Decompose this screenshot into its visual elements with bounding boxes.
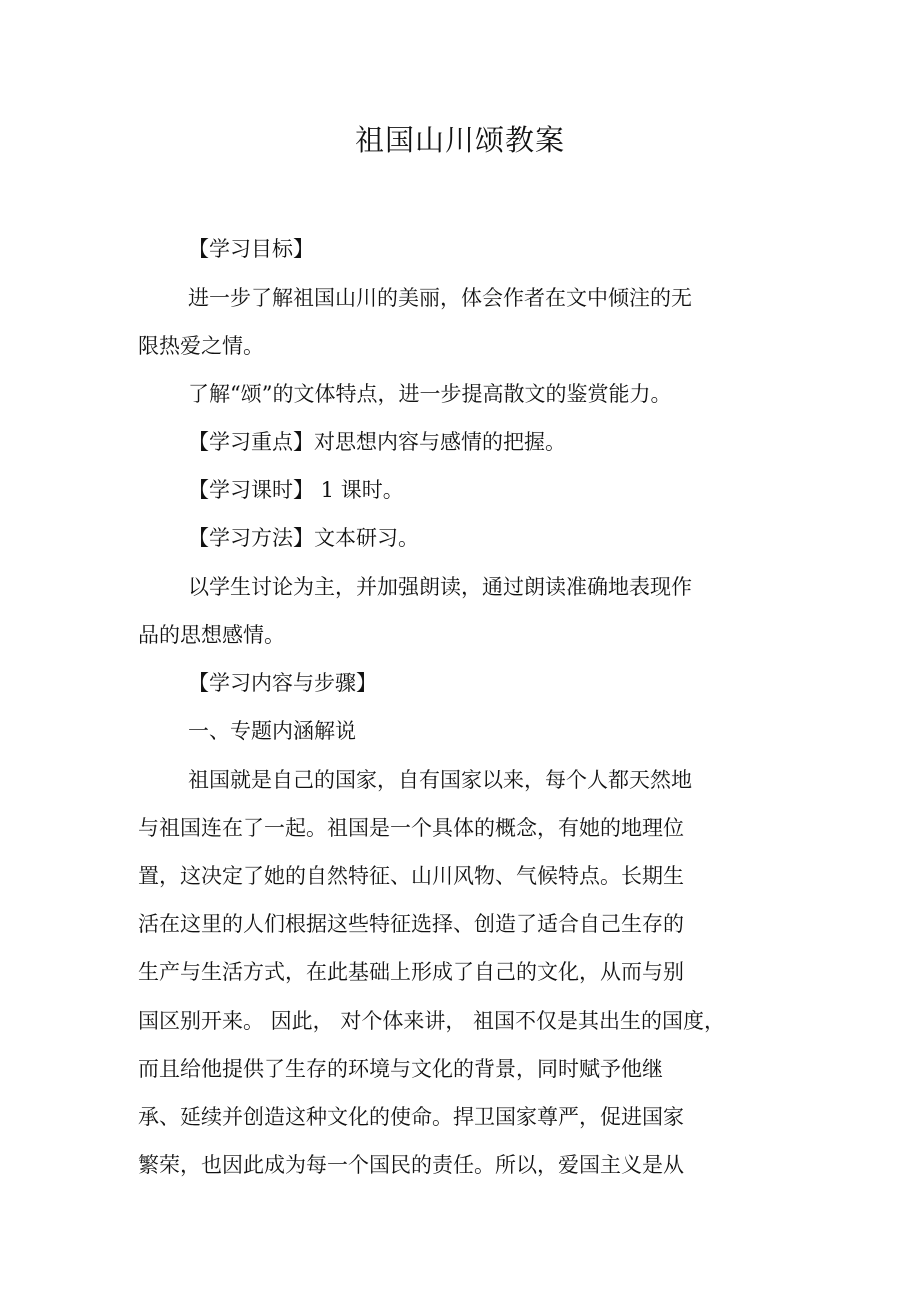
paragraph-line: 繁荣，也因此成为每一个国民的责任。所以，爱国主义是从 xyxy=(138,1153,684,1177)
heading-learning-focus: 【学习重点】对思想内容与感情的把握。 xyxy=(188,430,566,454)
paragraph-line: 承、延续并创造这种文化的使命。捍卫国家尊严，促进国家 xyxy=(138,1105,684,1129)
section-heading: 一、专题内涵解说 xyxy=(188,719,356,743)
paragraph-line: 而且给他提供了生存的环境与文化的背景，同时赋予他继 xyxy=(138,1057,663,1081)
paragraph-line: 限热爱之情。 xyxy=(138,334,264,358)
paragraph-line: 了解“颂”的文体特点，进一步提高散文的鉴赏能力。 xyxy=(188,382,672,406)
heading-learning-goals: 【学习目标】 xyxy=(188,237,314,261)
heading-learning-content: 【学习内容与步骤】 xyxy=(188,671,377,695)
paragraph-line: 祖国就是自己的国家，自有国家以来，每个人都天然地 xyxy=(188,768,692,792)
heading-learning-hours: 【学习课时】 1 课时。 xyxy=(188,478,404,502)
paragraph-line: 以学生讨论为主，并加强朗读，通过朗读准确地表现作 xyxy=(188,575,692,599)
paragraph-line: 国区别开来。 因此， 对个体来讲， 祖国不仅是其出生的国度， xyxy=(138,1009,726,1033)
paragraph-line: 活在这里的人们根据这些特征选择、创造了适合自己生存的 xyxy=(138,912,684,936)
document-title: 祖国山川颂教案 xyxy=(354,123,565,157)
paragraph-line: 置，这决定了她的自然特征、山川风物、气候特点。长期生 xyxy=(138,864,684,888)
heading-learning-method: 【学习方法】文本研习。 xyxy=(188,526,419,550)
paragraph-line: 品的思想感情。 xyxy=(138,623,285,647)
paragraph-line: 进一步了解祖国山川的美丽，体会作者在文中倾注的无 xyxy=(188,286,692,310)
paragraph-line: 生产与生活方式，在此基础上形成了自己的文化，从而与别 xyxy=(138,960,684,984)
paragraph-line: 与祖国连在了一起。祖国是一个具体的概念，有她的地理位 xyxy=(138,816,684,840)
